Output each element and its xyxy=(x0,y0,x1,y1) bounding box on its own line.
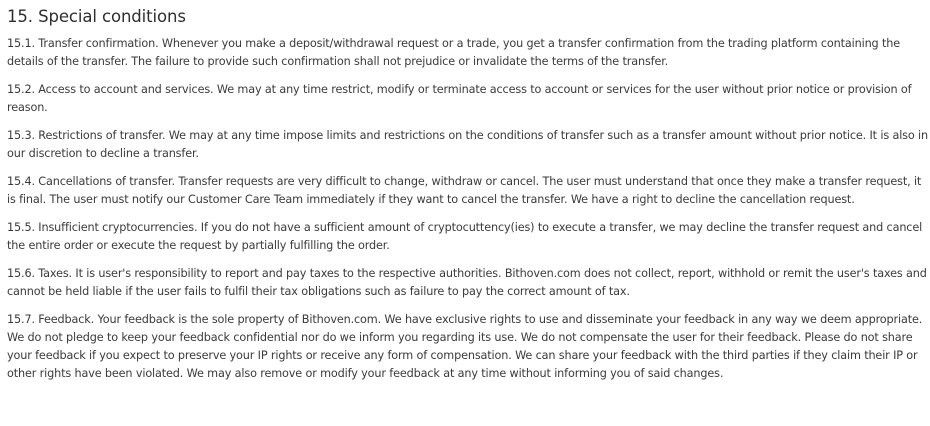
clause-cancellations-of-transfer: 15.4. Cancellations of transfer. Transfer requests are very difficult to change, withdraw or cancel. The user must understand that once they make a transfer request, it is final. The user must notify our Customer Care Team immediately if they want to cancel the transfer. We have a right to decline the cancellation request. xyxy=(7,175,922,206)
clause-restrictions-of-transfer: 15.3. Restrictions of transfer. We may at any time impose limits and restrictions on the conditions of transfer such as a transfer amount without prior notice. It is also in our discretion to decline a transfer. xyxy=(7,129,929,160)
clause-taxes: 15.6. Taxes. It is user's responsibility to report and pay taxes to the respective authorities. Bithoven.com does not collect, report, withhold or remit the user's taxes and cannot be held liable if the user fails to fulfil their tax obligations such as failure to pay the correct amount of tax. xyxy=(7,267,927,298)
clause-transfer-confirmation: 15.1. Transfer confirmation. Whenever you make a deposit/withdrawal request or a trade, you get a transfer confirmation from the trading platform containing the details of the transfer. The failure to provide such confirmation shall not prejudice or invalidate the terms of the transfer. xyxy=(7,37,900,68)
clause-insufficient-cryptocurrencies: 15.5. Insufficient cryptocurrencies. If you do not have a sufficient amount of cryptocuttency(ies) to execute a transfer, we may decline the transfer request and cancel the entire order or execute the request by partially fulfilling the order. xyxy=(7,221,923,252)
section-title: 15. Special conditions xyxy=(7,7,186,26)
clause-feedback: 15.7. Feedback. Your feedback is the sole property of Bithoven.com. We have exclusive rights to use and disseminate your feedback in any way we deem appropriate. We do not pledge to keep your feedback confidential nor do we inform you regarding its use. We do not compensate the user for their feedback. Please do not share your feedback if you expect to preserve your IP rights or receive any form of compensation. We can share your feedback with the third parties if they claim their IP or other rights have been violated. We may also remove or modify your feedback at any time without informing you of said changes. xyxy=(7,313,923,380)
clause-access-to-account: 15.2. Access to account and services. We may at any time restrict, modify or terminate access to account or services for the user without prior notice or provision of reason. xyxy=(7,83,912,114)
